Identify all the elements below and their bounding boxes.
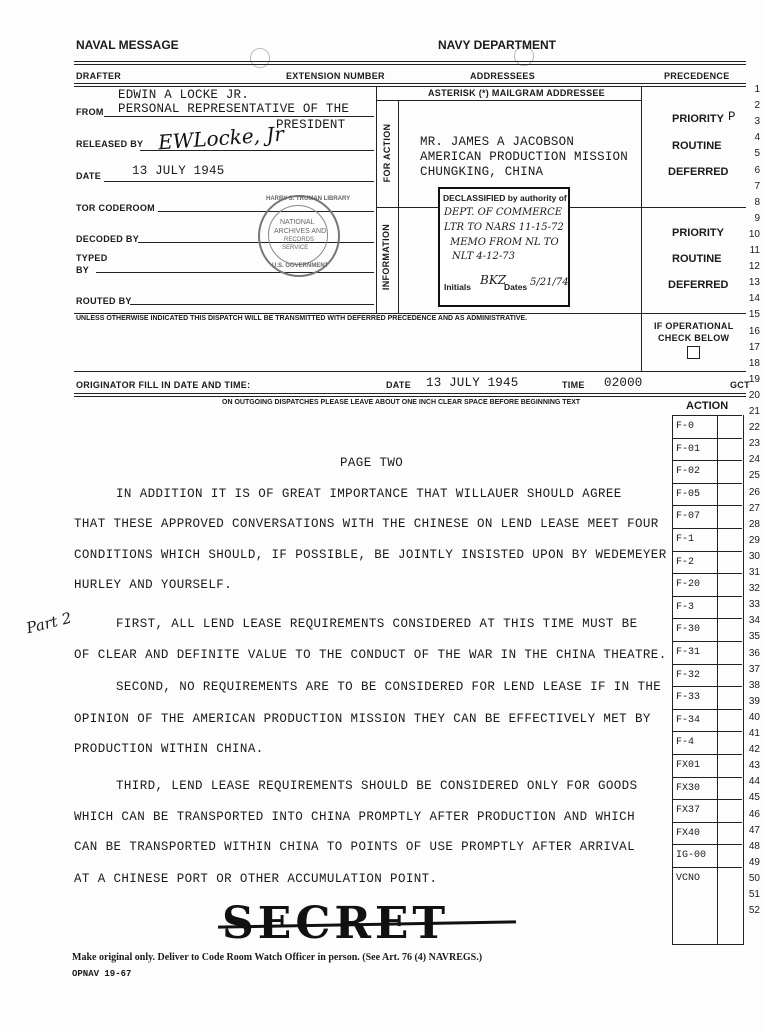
line-number: 49	[748, 856, 760, 868]
declass-line1: DECLASSIFIED by authority of	[443, 193, 567, 203]
line-number: 48	[748, 840, 760, 852]
originator-time-value: 02000	[604, 376, 643, 390]
action-code: VCNO	[676, 873, 701, 884]
department-title: NAVY DEPARTMENT	[438, 38, 557, 52]
line-number: 20	[748, 389, 760, 401]
body-text-line: CAN BE TRANSPORTED WITHIN CHINA TO POINTS OF USE PROMPTLY AFTER ARRIVAL	[74, 840, 635, 854]
originator-label: ORIGINATOR FILL IN DATE AND TIME:	[76, 380, 251, 390]
addressee-line2: AMERICAN PRODUCTION MISSION	[420, 150, 628, 164]
action-row	[672, 438, 742, 461]
action-code: F-34	[676, 714, 701, 726]
action-row	[672, 415, 742, 438]
line-number: 5	[754, 148, 760, 160]
declass-date-label: Dates	[504, 282, 528, 292]
stamp-ring-bottom: U.S. GOVERNMENT	[272, 263, 329, 269]
precedence-priority: PRIORITY	[672, 113, 724, 125]
action-row	[672, 709, 742, 732]
line-number: 26	[748, 486, 760, 498]
declass-initials-label: Initials	[444, 282, 471, 292]
action-row	[672, 596, 742, 619]
action-row	[672, 460, 742, 483]
body-text-line: OPINION OF THE AMERICAN PRODUCTION MISSION THEY CAN BE EFFECTIVELY MET BY	[74, 712, 651, 726]
declass-initials-value: BKZ	[480, 273, 507, 287]
body-text-line: IN ADDITION IT IS OF GREAT IMPORTANCE THAT WILLAUER SHOULD AGREE	[116, 487, 622, 501]
line-number: 32	[748, 583, 760, 595]
routed-label: ROUTED BY	[76, 296, 132, 306]
precedence-col-label: PRECEDENCE	[664, 71, 730, 81]
body-text-line: PRODUCTION WITHIN CHINA.	[74, 742, 264, 756]
action-row	[672, 844, 742, 867]
deferred-notice: UNLESS OTHERWISE INDICATED THIS DISPATCH WILL BE TRANSMITTED WITH DEFERRED PRECEDENCE AND AS ADMINISTRATIVE.	[76, 315, 528, 322]
body-text-line: THIRD, LEND LEASE REQUIREMENTS SHOULD BE CONSIDERED ONLY FOR GOODS	[116, 779, 638, 793]
stamp-ring-top: HARRY S. TRUMAN LIBRARY	[266, 196, 351, 202]
declass-line4: MEMO FROM NL TO	[450, 237, 559, 248]
line-number: 36	[748, 647, 760, 659]
line-number: 33	[748, 599, 760, 611]
precedence-routine: ROUTINE	[672, 140, 722, 152]
action-code: FX40	[676, 827, 701, 839]
action-row	[672, 618, 742, 641]
page-heading: PAGE TWO	[340, 456, 404, 470]
line-number: 29	[748, 534, 760, 546]
line-number: 1	[754, 84, 760, 95]
declass-line2: DEPT. OF COMMERCE	[444, 207, 563, 218]
body-text-line: CONDITIONS WHICH SHOULD, IF POSSIBLE, BE JOINTLY INSISTED UPON BY WEDEMEYER	[74, 548, 667, 562]
stamp-center-2: ARCHIVES AND	[274, 228, 327, 235]
stamp-center-3: RECORDS	[284, 237, 315, 243]
body-text-line: OF CLEAR AND DEFINITE VALUE TO THE CONDUCT OF THE WAR IN THE CHINA THEATRE.	[74, 648, 667, 662]
precedence-deferred-info: DEFERRED	[668, 279, 729, 291]
line-number: 52	[748, 905, 760, 917]
line-number: 28	[748, 518, 760, 530]
typed-label: TYPED	[76, 253, 108, 263]
line-number: 6	[754, 164, 760, 176]
line-number: 45	[748, 792, 760, 804]
action-row	[672, 551, 742, 574]
line-number: 30	[748, 550, 760, 562]
released-by-label: RELEASED BY	[76, 139, 144, 149]
line-number: 35	[748, 631, 760, 643]
operational-label-1: IF OPERATIONAL	[654, 321, 734, 331]
originator-date-value: 13 JULY 1945	[426, 376, 519, 390]
line-number: 17	[748, 341, 760, 353]
line-number: 34	[748, 615, 760, 627]
action-code: F-20	[676, 579, 701, 591]
asterisk-mailgram-label: ASTERISK (*) MAILGRAM ADDRESSEE	[428, 88, 605, 98]
line-number: 24	[748, 454, 760, 466]
drafter-name: EDWIN A LOCKE JR.	[118, 88, 249, 102]
form-title: NAVAL MESSAGE	[76, 38, 179, 52]
line-number: 16	[748, 325, 760, 337]
declass-line3: LTR TO NARS 11-15-72	[444, 222, 564, 233]
line-number: 4	[754, 132, 760, 144]
originator-gct-label: GCT	[730, 380, 750, 390]
action-code: F-32	[676, 669, 701, 681]
precedence-deferred: DEFERRED	[668, 166, 729, 178]
precedence-priority-mark: P	[728, 110, 736, 124]
action-code: FX30	[676, 782, 701, 794]
stamp-center-1: NATIONAL	[280, 219, 315, 226]
action-code: FX37	[676, 805, 701, 817]
action-code: F-07	[676, 511, 701, 523]
line-number: 25	[748, 470, 760, 482]
action-code: F-3	[676, 601, 695, 613]
action-code: F-1	[676, 534, 695, 545]
action-row	[672, 686, 742, 709]
action-row	[672, 799, 742, 822]
line-number: 8	[754, 196, 760, 208]
action-code: F-05	[676, 488, 701, 500]
line-number: 42	[748, 744, 760, 756]
body-text-line: SECOND, NO REQUIREMENTS ARE TO BE CONSIDERED FOR LEND LEASE IF IN THE	[116, 680, 662, 694]
tor-label: TOR CODEROOM	[76, 203, 155, 213]
line-number: 41	[748, 728, 760, 739]
secret-classification: SECRET	[222, 898, 450, 949]
line-number: 50	[748, 872, 760, 884]
for-action-label: FOR ACTION	[382, 123, 392, 183]
punch-hole-left	[250, 48, 270, 68]
signature: EWLocke, Jr	[157, 121, 285, 155]
line-number: 40	[748, 711, 760, 723]
line-number: 7	[754, 180, 760, 192]
typed-by-label: BY	[76, 265, 90, 275]
action-row	[672, 822, 742, 845]
action-code: F-0	[676, 421, 695, 432]
action-row	[672, 483, 742, 506]
body-text-line: AT A CHINESE PORT OR OTHER ACCUMULATION POINT.	[74, 872, 438, 886]
action-row	[672, 573, 742, 596]
from-value-line2: PRESIDENT	[276, 118, 346, 132]
operational-checkbox[interactable]	[687, 346, 700, 359]
footer-instructions: Make original only. Deliver to Code Room Watch Officer in person. (See Art. 76 (4) NAVREGS.)	[72, 952, 483, 963]
margin-note: Part 2	[24, 608, 74, 638]
precedence-routine-info: ROUTINE	[672, 253, 722, 265]
line-number: 12	[748, 261, 760, 273]
action-code: F-02	[676, 466, 701, 478]
action-row	[672, 867, 742, 890]
stamp-center-4: SERVICE	[282, 245, 309, 251]
declass-line5: NLT 4-12-73	[452, 251, 515, 262]
operational-label-2: CHECK BELOW	[658, 333, 730, 343]
originator-date-label: DATE	[386, 380, 412, 390]
decoded-label: DECODED BY	[76, 234, 140, 244]
line-number: 22	[748, 422, 760, 434]
action-row	[672, 777, 742, 800]
action-code: F-01	[676, 443, 701, 455]
action-code: F-30	[676, 624, 701, 636]
action-code: FX01	[676, 760, 701, 771]
declass-date-value: 5/21/74	[530, 277, 569, 288]
line-number: 19	[748, 373, 760, 385]
action-code: F-4	[676, 737, 695, 749]
from-value-line1: PERSONAL REPRESENTATIVE OF THE	[118, 102, 350, 116]
extension-col-label: EXTENSION NUMBER	[286, 71, 385, 81]
action-row	[672, 528, 742, 551]
precedence-priority-info: PRIORITY	[672, 227, 724, 239]
date-value: 13 JULY 1945	[132, 164, 225, 178]
declassification-stamp	[438, 187, 570, 307]
body-text-line: HURLEY AND YOURSELF.	[74, 578, 233, 592]
action-code: F-2	[676, 556, 695, 568]
line-number: 9	[754, 212, 760, 224]
line-number: 14	[748, 293, 760, 305]
line-number: 10	[748, 228, 760, 240]
line-number: 39	[748, 695, 760, 707]
line-number: 15	[748, 309, 760, 321]
action-row	[672, 505, 742, 528]
line-number: 23	[748, 438, 760, 450]
information-label: INFORMATION	[381, 223, 391, 291]
date-label: DATE	[76, 171, 102, 181]
body-text-line: WHICH CAN BE TRANSPORTED INTO CHINA PROMPTLY AFTER PRODUCTION AND WHICH	[74, 810, 635, 824]
action-code: F-31	[676, 647, 701, 658]
line-number: 37	[748, 663, 760, 675]
action-code: IG-00	[676, 850, 707, 862]
action-row	[672, 641, 742, 664]
addressee-line3: CHUNGKING, CHINA	[420, 165, 544, 179]
action-code: F-33	[676, 692, 701, 704]
line-number: 47	[748, 824, 760, 836]
addressees-col-label: ADDRESSEES	[470, 71, 536, 81]
outgoing-note: ON OUTGOING DISPATCHES PLEASE LEAVE ABOUT ONE INCH CLEAR SPACE BEFORE BEGINNING TEXT	[222, 399, 581, 406]
line-number: 43	[748, 760, 760, 772]
line-number: 13	[748, 277, 760, 289]
line-number: 21	[748, 406, 760, 417]
line-number: 46	[748, 808, 760, 820]
line-number: 11	[749, 245, 760, 256]
body-text-line: THAT THESE APPROVED CONVERSATIONS WITH THE CHINESE ON LEND LEASE MEET FOUR	[74, 517, 659, 531]
truman-library-stamp	[258, 195, 351, 277]
from-label: FROM	[76, 107, 104, 117]
action-row	[672, 731, 742, 754]
originator-time-label: TIME	[562, 380, 585, 390]
body-text-line: FIRST, ALL LEND LEASE REQUIREMENTS CONSIDERED AT THIS TIME MUST BE	[116, 617, 638, 631]
line-number: 2	[754, 100, 760, 112]
action-row	[672, 664, 742, 687]
action-row	[672, 754, 742, 777]
line-number: 31	[748, 567, 760, 578]
addressee-line1: MR. JAMES A JACOBSON	[420, 135, 575, 149]
line-number: 51	[748, 889, 760, 900]
line-number: 44	[748, 776, 760, 788]
drafter-col-label: DRAFTER	[76, 71, 122, 81]
line-number: 3	[754, 116, 760, 128]
form-number: OPNAV 19-67	[72, 969, 132, 979]
line-number: 38	[748, 679, 760, 691]
action-header: ACTION	[686, 400, 729, 412]
line-number: 27	[748, 502, 760, 514]
line-number: 18	[748, 357, 760, 369]
